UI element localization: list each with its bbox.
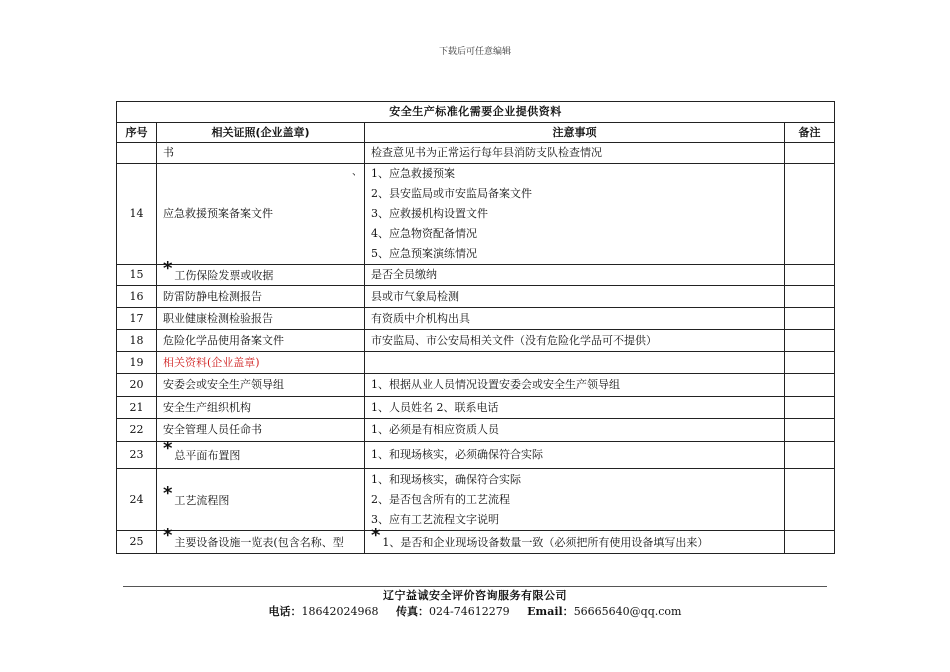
note-line: 1、和现场核实，确保符合实际 bbox=[371, 472, 521, 486]
fax-label: 传真： bbox=[395, 605, 429, 618]
note-line: 1、根据从业人员情况设置安委会或安全生产领导组 bbox=[371, 378, 620, 391]
email-label: Email： bbox=[527, 605, 574, 618]
row-cert bbox=[157, 164, 365, 265]
row-cert bbox=[157, 286, 365, 308]
required-star: * bbox=[371, 525, 381, 546]
note-line: 检查意见书为正常运行每年县消防支队检查情况 bbox=[371, 146, 602, 159]
row-notes bbox=[365, 374, 785, 397]
table-row bbox=[117, 531, 835, 554]
row-seq bbox=[117, 143, 157, 164]
note-line: 1、人员姓名 2、联系电话 bbox=[371, 400, 499, 414]
row-cert bbox=[157, 143, 365, 164]
phone-label: 电话： bbox=[268, 605, 302, 618]
row-notes bbox=[365, 143, 785, 164]
cert-text: 安委会或安全生产领导组 bbox=[163, 378, 284, 391]
note-line: 有资质中介机构出具 bbox=[371, 311, 470, 325]
table-row bbox=[117, 374, 835, 397]
row-cert bbox=[157, 258, 365, 286]
required-star: * bbox=[163, 258, 173, 279]
cert-text: 危险化学品使用备案文件 bbox=[163, 333, 284, 347]
header-cert: 相关证照(企业盖章) bbox=[157, 123, 365, 143]
row-seq: 16 bbox=[117, 286, 157, 308]
row-notes bbox=[365, 397, 785, 419]
row-notes bbox=[365, 286, 785, 308]
email-address: 56665640@qq.com bbox=[573, 605, 682, 618]
row-notes bbox=[365, 442, 785, 469]
row-remark bbox=[785, 330, 835, 352]
row-cert bbox=[157, 374, 365, 397]
table-row bbox=[117, 265, 835, 286]
row-seq: 20 bbox=[117, 374, 157, 397]
row-seq: 24 bbox=[117, 469, 157, 531]
row-cert bbox=[157, 352, 365, 374]
row-seq: 15 bbox=[117, 265, 157, 286]
note-line: 市安监局、市公安局相关文件（没有危险化学品可不提供） bbox=[371, 333, 657, 347]
table-row bbox=[117, 397, 835, 419]
row-cert bbox=[157, 438, 365, 469]
cert-text: 工伤保险发票或收据 bbox=[174, 269, 274, 282]
cert-text: 应急救援预案备案文件 bbox=[163, 207, 273, 220]
cert-text: 书 bbox=[163, 146, 174, 159]
note-line: 2、县安监局或市安监局备案文件 bbox=[371, 187, 532, 200]
header-row bbox=[117, 123, 835, 143]
note-line: 1、和现场核实，必须确保符合实际 bbox=[371, 448, 543, 461]
cert-text: 防雷防静电检测报告 bbox=[163, 289, 262, 303]
table-title: 安全生产标准化需要企业提供资料 bbox=[117, 102, 835, 123]
row-seq: 17 bbox=[117, 308, 157, 330]
row-notes bbox=[365, 265, 785, 286]
footer-divider bbox=[123, 586, 827, 587]
note-line: 1、必须是有相应资质人员 bbox=[371, 423, 499, 436]
table-row bbox=[117, 469, 835, 531]
materials-table bbox=[116, 101, 835, 554]
required-star: * bbox=[163, 438, 173, 459]
cert-text: 安全生产组织机构 bbox=[163, 400, 251, 414]
row-notes bbox=[365, 419, 785, 442]
row-remark bbox=[785, 531, 835, 554]
row-remark bbox=[785, 469, 835, 531]
note-line: 3、应救援机构设置文件 bbox=[371, 207, 488, 220]
cert-text: 主要设备设施一览表(包含名称、型 bbox=[174, 536, 344, 549]
row-notes bbox=[365, 308, 785, 330]
note-line: 1、是否和企业现场设备数量一致（必须把所有使用设备填写出来） bbox=[382, 536, 709, 549]
table-row bbox=[117, 308, 835, 330]
cert-text: 相关资料(企业盖章) bbox=[163, 355, 260, 369]
row-notes bbox=[365, 164, 785, 265]
row-cert bbox=[157, 419, 365, 442]
header-notes: 注意事项 bbox=[365, 123, 785, 143]
row-cert bbox=[157, 330, 365, 352]
row-remark bbox=[785, 286, 835, 308]
note-line: 县或市气象局检测 bbox=[371, 289, 459, 303]
row-cert bbox=[157, 397, 365, 419]
row-cert bbox=[157, 525, 365, 554]
row-notes bbox=[365, 352, 785, 374]
row-cert bbox=[157, 308, 365, 330]
row-seq: 19 bbox=[117, 352, 157, 374]
note-line: 3、应有工艺流程文字说明 bbox=[371, 512, 499, 526]
row-remark bbox=[785, 265, 835, 286]
table-row bbox=[117, 330, 835, 352]
note-line: 4、应急物资配备情况 bbox=[371, 227, 477, 240]
note-line: 1、应急救援预案 bbox=[371, 167, 455, 180]
footer bbox=[0, 588, 950, 620]
cert-text: 总平面布置图 bbox=[174, 449, 241, 462]
footer-contact bbox=[0, 604, 950, 620]
cert-text: 安全管理人员任命书 bbox=[163, 423, 262, 436]
row-remark bbox=[785, 419, 835, 442]
row-remark bbox=[785, 374, 835, 397]
row-remark bbox=[785, 352, 835, 374]
cert-mark: 、 bbox=[352, 167, 362, 178]
header-remark: 备注 bbox=[785, 123, 835, 143]
table-row bbox=[117, 419, 835, 442]
footer-company: 辽宁益诚安全评价咨询服务有限公司 bbox=[383, 589, 567, 602]
cert-text: 职业健康检测检验报告 bbox=[163, 311, 273, 325]
row-seq: 18 bbox=[117, 330, 157, 352]
row-notes bbox=[365, 525, 785, 554]
note-line: 是否全员缴纳 bbox=[371, 268, 437, 281]
row-seq: 22 bbox=[117, 419, 157, 442]
table-row bbox=[117, 143, 835, 164]
required-star: * bbox=[163, 482, 173, 504]
table-row bbox=[117, 442, 835, 469]
table-row bbox=[117, 286, 835, 308]
required-star: * bbox=[163, 525, 173, 546]
row-remark bbox=[785, 143, 835, 164]
table-row bbox=[117, 164, 835, 265]
row-remark bbox=[785, 397, 835, 419]
row-remark bbox=[785, 442, 835, 469]
row-notes bbox=[365, 330, 785, 352]
phone-number: 18642024968 bbox=[301, 605, 379, 618]
row-seq: 23 bbox=[117, 442, 157, 469]
row-notes bbox=[365, 469, 785, 531]
table-row bbox=[117, 352, 835, 374]
row-cert bbox=[157, 469, 365, 531]
note-line: 2、是否包含所有的工艺流程 bbox=[371, 492, 510, 506]
row-seq: 25 bbox=[117, 531, 157, 554]
header-seq: 序号 bbox=[117, 123, 157, 143]
note-line: 5、应急预案演练情况 bbox=[371, 247, 477, 260]
row-seq: 21 bbox=[117, 397, 157, 419]
fax-number: 024-74612279 bbox=[428, 605, 510, 618]
row-remark bbox=[785, 308, 835, 330]
cert-text: 工艺流程图 bbox=[174, 493, 230, 507]
top-note: 下载后可任意编辑 bbox=[438, 47, 511, 57]
row-remark bbox=[785, 164, 835, 265]
row-seq: 14 bbox=[117, 164, 157, 265]
